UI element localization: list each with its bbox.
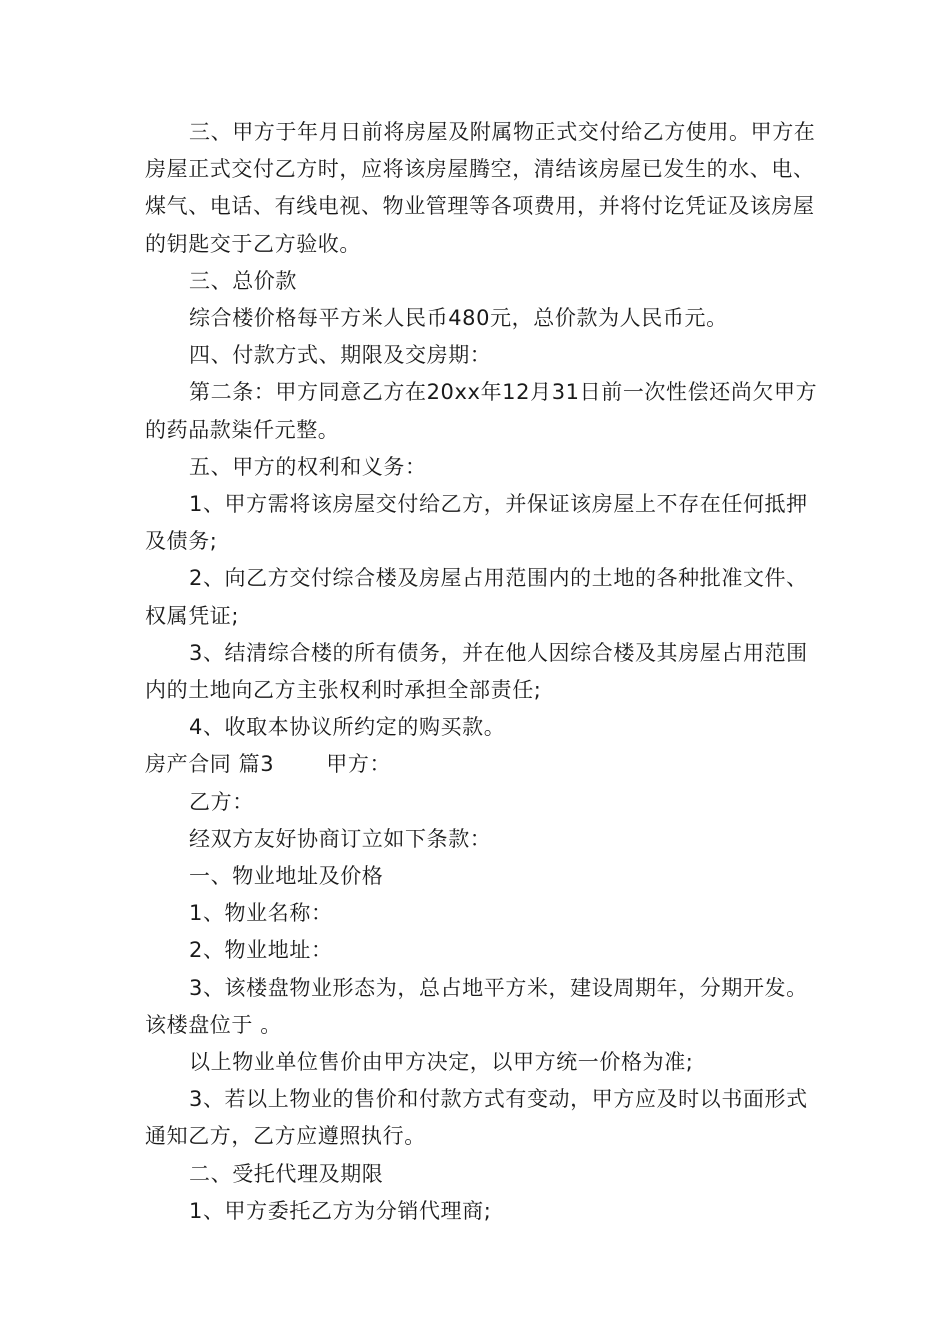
paragraph-property-name: 1、物业名称： xyxy=(189,901,333,926)
paragraph-property-address: 2、物业地址： xyxy=(189,938,333,963)
section-heading xyxy=(145,746,820,783)
paragraph-right-2: 2、向乙方交付综合楼及房屋占用范围内的土地的各种批准文件、权属凭证; xyxy=(145,566,808,628)
paragraph-agency-heading: 二、受托代理及期限 xyxy=(189,1161,384,1186)
party-b-label: 乙方： xyxy=(189,789,254,814)
paragraph-total-price-heading: 三、总价款 xyxy=(189,268,297,293)
party-a-label: 甲方： xyxy=(326,752,392,777)
paragraph-property-heading: 一、物业地址及价格 xyxy=(189,864,384,889)
paragraph-right-1: 1、甲方需将该房屋交付给乙方，并保证该房屋上不存在任何抵押及债务; xyxy=(145,492,808,554)
paragraph-agency-1: 1、甲方委托乙方为分销代理商; xyxy=(189,1198,492,1223)
paragraph-payment-heading: 四、付款方式、期限及交房期： xyxy=(189,343,492,368)
paragraph-rights-heading: 五、甲方的权利和义务： xyxy=(189,454,427,479)
paragraph-price-change: 3、若以上物业的售价和付款方式有变动，甲方应及时以书面形式通知乙方，乙方应遵照执行。 xyxy=(145,1087,808,1149)
paragraph-delivery: 三、甲方于年月日前将房屋及附属物正式交付给乙方使用。甲方在房屋正式交付乙方时，应将该房屋腾空，清结该房屋已发生的水、电、煤气、电话、有线电视、物业管理等各项费用，并将付讫凭证及该房屋的钥匙交于乙方验收。 xyxy=(145,120,816,256)
paragraph-right-4: 4、收取本协议所约定的购买款。 xyxy=(189,715,506,740)
paragraph-right-3: 3、结清综合楼的所有债务，并在他人因综合楼及其房屋占用范围内的土地向乙方主张权利时承担全部责任; xyxy=(145,640,808,703)
paragraph-agreement-intro: 经双方友好协商订立如下条款： xyxy=(189,826,492,851)
section-title: 房产合同 篇3 xyxy=(145,752,275,777)
paragraph-article-two: 第二条：甲方同意乙方在20xx年12月31日前一次性偿还尚欠甲方的药品款柒仟元整。 xyxy=(145,380,818,442)
paragraph-unit-price: 以上物业单位售价由甲方决定，以甲方统一价格为准; xyxy=(189,1050,694,1075)
paragraph-property-type: 3、该楼盘物业形态为，总占地平方米，建设周期年，分期开发。该楼盘位于 。 xyxy=(145,975,808,1037)
paragraph-price: 综合楼价格每平方米人民币480元，总价款为人民币元。 xyxy=(189,306,728,331)
document-body xyxy=(145,114,820,1230)
